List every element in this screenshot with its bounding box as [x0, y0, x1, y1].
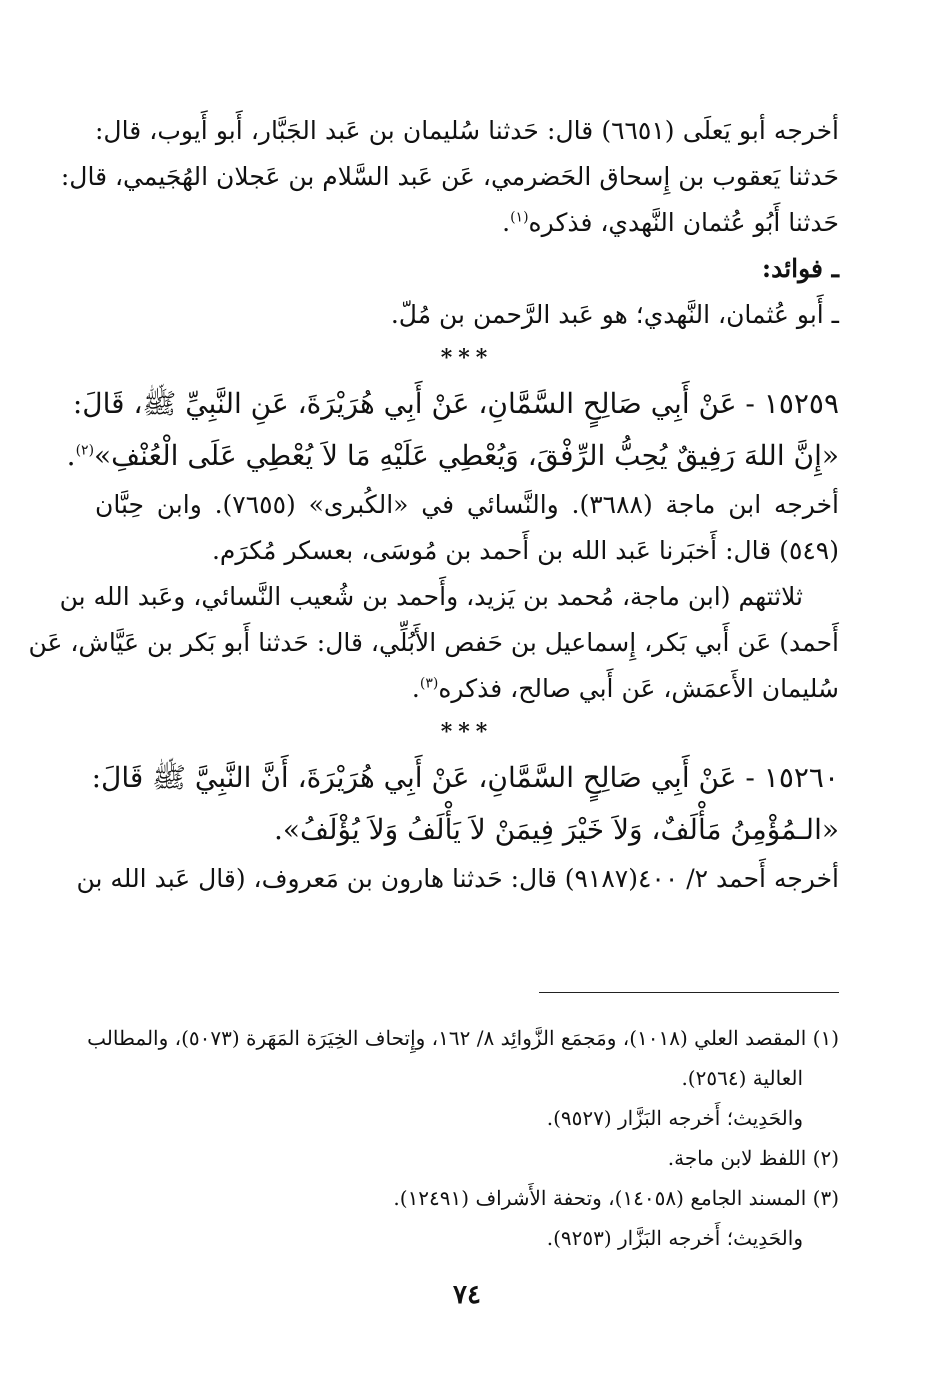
text-line: أَحمد) عَن أَبي بَكر، إِسماعيل بن حَفص الأَبُلِّي، قال: حَدثنا أَبو بَكر بن عَيَّاش، عَن	[28, 628, 839, 657]
footnote-3-note: والحَدِيث؛ أَخرجه البَزَّار (٩٢٥٣).	[546, 1226, 803, 1250]
paragraph-3	[28, 574, 839, 712]
line-text: سُليمان الأَعمَش، عَن أَبي صالح، فذكره	[438, 674, 839, 703]
line-end: .	[502, 208, 511, 237]
fawaid-item: ـ أَبو عُثمان، النَّهدي؛ هو عَبد الرَّحمن بن مُلّ.	[390, 300, 839, 329]
paragraph-4: أخرجه أَحمد ٢/ ٤٠٠(٩١٨٧) قال: حَدثنا هارون بن مَعروف، (قال عَبد الله بن	[76, 864, 839, 893]
section-separator: ***	[440, 719, 494, 745]
page-number: ٧٤	[453, 1280, 481, 1310]
paragraph-2	[95, 482, 839, 574]
footnote-ref[interactable]: (١)	[510, 209, 529, 226]
text-line: أخرجه أبو يَعلَى (٦٦٥١) قال: حَدثنا سُليمان بن عَبد الجَبَّار، أَبو أَيوب، قال:	[95, 116, 839, 145]
section-separator: ***	[440, 345, 494, 371]
paragraph-1	[60, 108, 839, 246]
line-end: .	[411, 674, 420, 703]
hadith-15259	[66, 378, 839, 482]
footnote-1-note: والحَدِيث؛ أَخرجه البَزَّار (٩٥٢٧).	[546, 1106, 803, 1130]
footnotes	[87, 1018, 839, 1258]
hadith-line: ١٥٢٦٠ - عَنْ أَبِي صَالِحٍ السَّمَّانِ، عَنْ أَبِي هُرَيْرَةَ، أَنَّ النَّبِيَّ ﷺ قَالَ:	[91, 761, 839, 794]
footnote-1-continued: العالية (٢٥٦٤).	[681, 1066, 803, 1090]
text-line: أخرجه ابن ماجة (٣٦٨٨). والنَّسائي في «الكُبرى» (٧٦٥٥). وابن حِبَّان	[95, 490, 839, 519]
fawaid-heading: ـ فوائد:	[761, 254, 839, 283]
hadith-15260	[91, 752, 839, 856]
line-text: حَدثنا أَبُو عُثمان النَّهدي، فذكره	[528, 208, 839, 237]
footnote-1: (١) المقصد العلي (١٠١٨)، ومَجمَع الزَّوائِد ٨/ ١٦٢، وإِتحاف الخِيَرَة المَهَرة (٥٠٧٣)، والمطالب	[87, 1026, 839, 1050]
text-line	[95, 666, 839, 712]
footnote-divider	[539, 992, 839, 993]
footnote-ref[interactable]: (٣)	[419, 675, 439, 692]
page	[28, 108, 839, 1382]
text-line: ثلاثتهم (ابن ماجة، مُحمد بن يَزيد، وأَحمد بن شُعيب النَّسائي، وعَبد الله بن	[59, 582, 803, 611]
line-end: .	[66, 439, 76, 472]
text-line: (٥٤٩) قال: أَخبَرنا عَبد الله بن أَحمد بن مُوسَى، بعسكر مُكرَم.	[211, 536, 839, 565]
footnote-3: (٣) المسند الجامع (١٤٠٥٨)، وتحفة الأَشراف (١٢٤٩١).	[393, 1186, 839, 1210]
hadith-line: «الـمُؤْمِنُ مَأْلَفٌ، وَلاَ خَيْرَ فِيمَنْ لاَ يَأْلَفُ وَلاَ يُؤْلَفُ».	[273, 813, 839, 846]
hadith-line	[66, 430, 839, 482]
text-line	[95, 200, 839, 246]
text-line: حَدثنا يَعقوب بن إِسحاق الحَضرمي، عَن عَبد السَّلام بن عَجلان الهُجَيمي، قال:	[60, 162, 839, 191]
footnote-2: (٢) اللفظ لابن ماجة.	[667, 1146, 839, 1170]
hadith-text: «إِنَّ اللهَ رَفِيقٌ يُحِبُّ الرِّفْقَ، وَيُعْطِي عَلَيْهِ مَا لاَ يُعْطِي عَلَى الْعُنْفِ»	[94, 439, 839, 472]
hadith-line: ١٥٢٥٩ - عَنْ أَبِي صَالِحٍ السَّمَّانِ، عَنْ أَبِي هُرَيْرَةَ، عَنِ النَّبِيِّ ﷺ، قَالَ:	[72, 387, 839, 420]
footnote-ref[interactable]: (٢)	[75, 442, 95, 459]
